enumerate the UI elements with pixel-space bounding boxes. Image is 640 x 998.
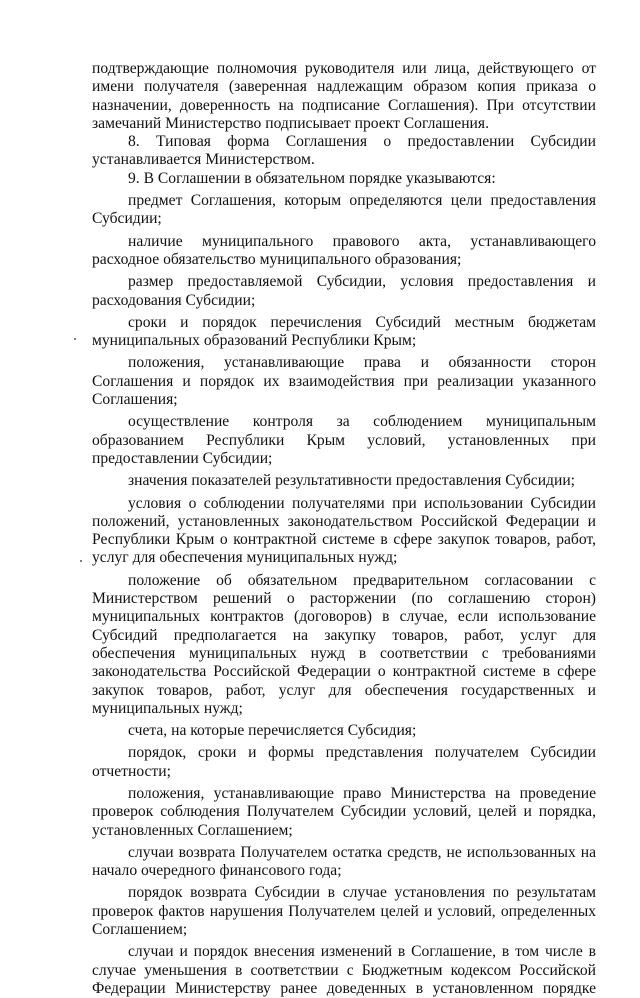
list-item-indicators: значения показателей результативности предоставления Субсидии; [128,472,576,490]
paragraph-item-8: 8. Типовая форма Соглашения о предоставлении Субсидии устанавливается Министерством. [92,133,596,169]
list-item-contract-termination: положение об обязательном предварительном согласовании с Министерством решений о расторжении (по соглашению сторон) муниципальных контрактов (договоров) в случае, если использование Субсидий предполагается на закупку товаров, работ, услуг для обеспечения муниципальных нужд в соответствии с требованиями законодательства Российской Федерации о контрактной системе в сфере закупок товаров, работ, услуг для обеспечения государственных и муниципальных нужд; [92,571,596,717]
list-item-subsidy-return: порядок возврата Субсидии в случае установления по результатам проверок фактов нарушения Получателем целей и условий, определенных Соглашением; [92,884,596,939]
list-item-amount: размер предоставляемой Субсидии, условия предоставления и расходования Субсидии; [92,273,596,309]
list-item-rights-obligations: положения, устанавливающие права и обязанности сторон Соглашения и порядок их взаимодействия при реализации указанного Соглашения; [92,354,596,409]
list-item-amendments: случаи и порядок внесения изменений в Соглашение, в том числе в случае уменьшения в соответствии с Бюджетным кодексом Российской Федерации Министерству ранее доведенных в установленном порядке [92,943,596,997]
scan-speck [74,338,76,340]
list-item-procurement-compliance: условия о соблюдении получателями при использовании Субсидии положений, установленных законодательством Российской Федерации и Республики Крым о контрактной системе в сфере закупок товаров, работ, услуг для обеспечения муниципальных нужд; [92,494,596,567]
paragraph-continuation: подтверждающие полномочия руководителя или лица, действующего от имени получателя (заверенная надлежащим образом копия приказа о назначении, доверенность на подписание Соглашения). При отсутствии замечаний Министерство подписывает проект Соглашения. [92,60,596,132]
scan-speck [80,560,82,562]
list-item-control: осуществление контроля за соблюдением муниципальным образованием Республики Крым условий, установленных при предоставлении Субсидии; [92,413,596,467]
list-item-inspection-rights: положения, устанавливающие право Министерства на проведение проверок соблюдения Получателем Субсидии условий, целей и порядка, установленных Соглашением; [92,784,596,839]
list-item-balance-return: случаи возврата Получателем остатка средств, не использованных на начало очередного финансового года; [92,843,596,880]
list-item-reporting: порядок, сроки и формы представления получателем Субсидии отчетности; [92,744,596,780]
list-item-accounts: счета, на которые перечисляется Субсидия; [128,722,417,740]
list-item-subject: предмет Соглашения, которым определяются цели предоставления Субсидии; [92,192,596,228]
paragraph-item-9: 9. В Соглашении в обязательном порядке указываются: [128,169,496,187]
list-item-transfer-terms: сроки и порядок перечисления Субсидий местным бюджетам муниципальных образований Республики Крым; [92,313,596,350]
list-item-municipal-act: наличие муниципального правового акта, устанавливающего расходное обязательство муниципального образования; [92,232,596,268]
document-body [92,60,596,998]
